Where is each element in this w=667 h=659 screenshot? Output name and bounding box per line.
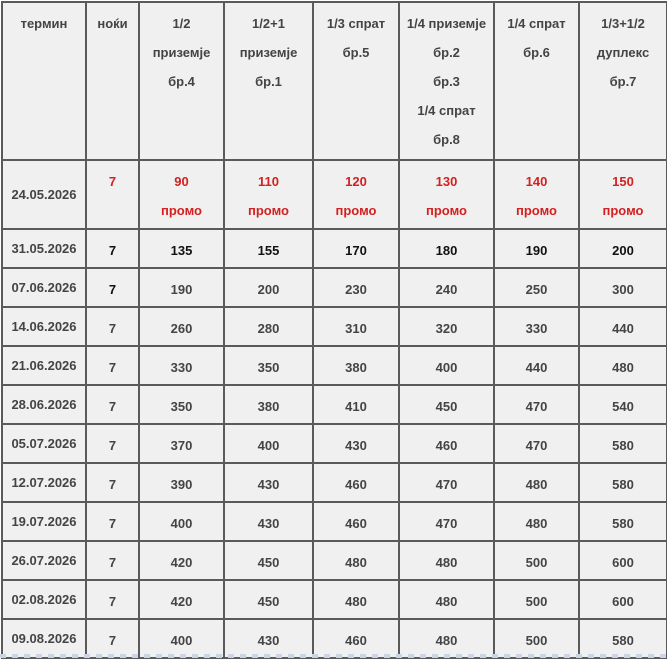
table-row xyxy=(2,424,667,463)
price-cell: 380 xyxy=(224,385,313,424)
price-cell: 470 xyxy=(494,424,579,463)
price-cell: 460 xyxy=(399,424,494,463)
price-cell xyxy=(139,160,224,229)
header-col-3 xyxy=(313,2,399,160)
price-cell: 600 xyxy=(579,541,667,580)
price-cell: 480 xyxy=(399,541,494,580)
header-col-5 xyxy=(494,2,579,160)
nights-cell: 7 xyxy=(86,346,139,385)
table-row xyxy=(2,346,667,385)
promo-label: промо xyxy=(602,203,644,218)
price-table xyxy=(1,1,667,659)
header-col-2-line: бр.1 xyxy=(255,74,282,89)
price-cell: 580 xyxy=(579,424,667,463)
price-cell: 440 xyxy=(494,346,579,385)
date-cell: 31.05.2026 xyxy=(2,229,86,268)
price-cell: 135 xyxy=(139,229,224,268)
header-col-1-line: бр.4 xyxy=(168,74,195,89)
date-cell: 14.06.2026 xyxy=(2,307,86,346)
nights-cell: 7 xyxy=(86,502,139,541)
date-cell: 05.07.2026 xyxy=(2,424,86,463)
price-cell: 230 xyxy=(313,268,399,307)
price-cell: 480 xyxy=(494,502,579,541)
price-cell: 400 xyxy=(139,502,224,541)
price-value: 150 xyxy=(612,174,634,189)
price-cell: 470 xyxy=(399,463,494,502)
table-row xyxy=(2,502,667,541)
price-cell xyxy=(494,160,579,229)
price-cell: 500 xyxy=(494,541,579,580)
header-col-4-line: бр.8 xyxy=(433,132,460,147)
date-cell: 28.06.2026 xyxy=(2,385,86,424)
price-value: 130 xyxy=(435,174,458,189)
price-cell: 420 xyxy=(139,580,224,619)
price-cell: 260 xyxy=(139,307,224,346)
table-row xyxy=(2,541,667,580)
price-cell: 350 xyxy=(139,385,224,424)
promo-label: промо xyxy=(516,203,557,218)
nights-cell: 7 xyxy=(86,619,139,658)
price-cell: 430 xyxy=(313,424,399,463)
nights-cell: 7 xyxy=(86,424,139,463)
price-value: 110 xyxy=(258,174,279,189)
header-col-1 xyxy=(139,2,224,160)
promo-label: промо xyxy=(426,203,467,218)
price-cell: 350 xyxy=(224,346,313,385)
price-cell: 310 xyxy=(313,307,399,346)
price-cell: 500 xyxy=(494,580,579,619)
price-cell: 470 xyxy=(494,385,579,424)
header-col-6-line: дуплекс xyxy=(596,45,650,60)
price-cell: 400 xyxy=(224,424,313,463)
promo-label: промо xyxy=(335,203,377,218)
price-cell: 155 xyxy=(224,229,313,268)
table-row xyxy=(2,580,667,619)
price-cell: 460 xyxy=(313,502,399,541)
price-cell: 380 xyxy=(313,346,399,385)
header-col-5-line: 1/4 спрат xyxy=(507,16,566,31)
price-cell: 580 xyxy=(579,619,667,658)
price-cell: 430 xyxy=(224,463,313,502)
table-row xyxy=(2,619,667,658)
price-cell: 300 xyxy=(579,268,667,307)
header-col-4 xyxy=(399,2,494,160)
date-cell: 09.08.2026 xyxy=(2,619,86,658)
header-nights-label: ноќи xyxy=(97,16,128,31)
price-cell: 180 xyxy=(399,229,494,268)
nights-cell: 7 xyxy=(86,160,139,229)
price-cell: 580 xyxy=(579,502,667,541)
price-cell: 390 xyxy=(139,463,224,502)
price-cell: 450 xyxy=(224,580,313,619)
table-row xyxy=(2,385,667,424)
price-cell xyxy=(224,160,313,229)
date-cell: 07.06.2026 xyxy=(2,268,86,307)
nights-cell: 7 xyxy=(86,229,139,268)
header-col-4-line: 1/4 спрат xyxy=(417,103,476,118)
price-value: 90 xyxy=(174,174,189,189)
header-col-3-line: бр.5 xyxy=(342,45,370,60)
table-row xyxy=(2,268,667,307)
price-cell: 170 xyxy=(313,229,399,268)
table-row xyxy=(2,160,667,229)
price-value: 140 xyxy=(525,174,548,189)
price-cell xyxy=(579,160,667,229)
price-cell: 480 xyxy=(399,619,494,658)
header-col-6-line: бр.7 xyxy=(609,74,637,89)
header-col-4-line: бр.3 xyxy=(433,74,460,89)
date-cell: 26.07.2026 xyxy=(2,541,86,580)
nights-cell: 7 xyxy=(86,463,139,502)
price-cell: 480 xyxy=(313,541,399,580)
price-cell: 450 xyxy=(224,541,313,580)
date-cell: 19.07.2026 xyxy=(2,502,86,541)
header-col-1-line: 1/2 xyxy=(172,16,191,31)
header-col-4-line: бр.2 xyxy=(433,45,460,60)
price-cell: 250 xyxy=(494,268,579,307)
price-cell xyxy=(399,160,494,229)
table-row xyxy=(2,307,667,346)
header-col-2-line: приземје xyxy=(239,45,298,60)
price-cell: 540 xyxy=(579,385,667,424)
header-nights xyxy=(86,2,139,160)
header-col-2-line: 1/2+1 xyxy=(252,16,285,31)
price-cell: 460 xyxy=(313,619,399,658)
header-term-label: термин xyxy=(20,16,68,31)
header-col-6 xyxy=(579,2,667,160)
bottom-divider xyxy=(0,654,667,658)
price-value: 120 xyxy=(345,174,367,189)
price-cell: 480 xyxy=(399,580,494,619)
table-row xyxy=(2,229,667,268)
date-cell: 02.08.2026 xyxy=(2,580,86,619)
price-cell: 190 xyxy=(139,268,224,307)
table-row xyxy=(2,463,667,502)
price-cell: 440 xyxy=(579,307,667,346)
header-row xyxy=(2,2,667,160)
header-col-1-line: приземје xyxy=(152,45,211,60)
header-col-5-line: бр.6 xyxy=(523,45,550,60)
price-cell: 190 xyxy=(494,229,579,268)
nights-cell: 7 xyxy=(86,268,139,307)
price-cell: 580 xyxy=(579,463,667,502)
nights-cell: 7 xyxy=(86,541,139,580)
price-cell: 240 xyxy=(399,268,494,307)
price-cell: 330 xyxy=(139,346,224,385)
date-cell: 21.06.2026 xyxy=(2,346,86,385)
price-cell: 400 xyxy=(139,619,224,658)
price-cell: 200 xyxy=(579,229,667,268)
nights-cell: 7 xyxy=(86,385,139,424)
price-cell: 480 xyxy=(579,346,667,385)
price-cell: 370 xyxy=(139,424,224,463)
price-cell: 480 xyxy=(313,580,399,619)
price-cell: 500 xyxy=(494,619,579,658)
date-cell: 12.07.2026 xyxy=(2,463,86,502)
price-cell: 470 xyxy=(399,502,494,541)
price-cell: 450 xyxy=(399,385,494,424)
header-col-2 xyxy=(224,2,313,160)
header-term xyxy=(2,2,86,160)
promo-label: промо xyxy=(161,203,202,218)
price-cell: 600 xyxy=(579,580,667,619)
date-cell: 24.05.2026 xyxy=(2,160,86,229)
nights-cell: 7 xyxy=(86,580,139,619)
price-cell: 280 xyxy=(224,307,313,346)
price-cell: 200 xyxy=(224,268,313,307)
nights-cell: 7 xyxy=(86,307,139,346)
header-col-3-line: 1/3 спрат xyxy=(326,16,386,31)
price-cell: 330 xyxy=(494,307,579,346)
price-cell: 430 xyxy=(224,502,313,541)
price-cell: 320 xyxy=(399,307,494,346)
promo-label: промо xyxy=(248,203,289,218)
price-cell: 430 xyxy=(224,619,313,658)
header-col-4-line: 1/4 приземје xyxy=(406,16,487,31)
price-cell xyxy=(313,160,399,229)
price-cell: 400 xyxy=(399,346,494,385)
price-cell: 410 xyxy=(313,385,399,424)
header-col-6-line: 1/3+1/2 xyxy=(601,16,645,31)
price-cell: 480 xyxy=(494,463,579,502)
price-cell: 420 xyxy=(139,541,224,580)
price-cell: 460 xyxy=(313,463,399,502)
